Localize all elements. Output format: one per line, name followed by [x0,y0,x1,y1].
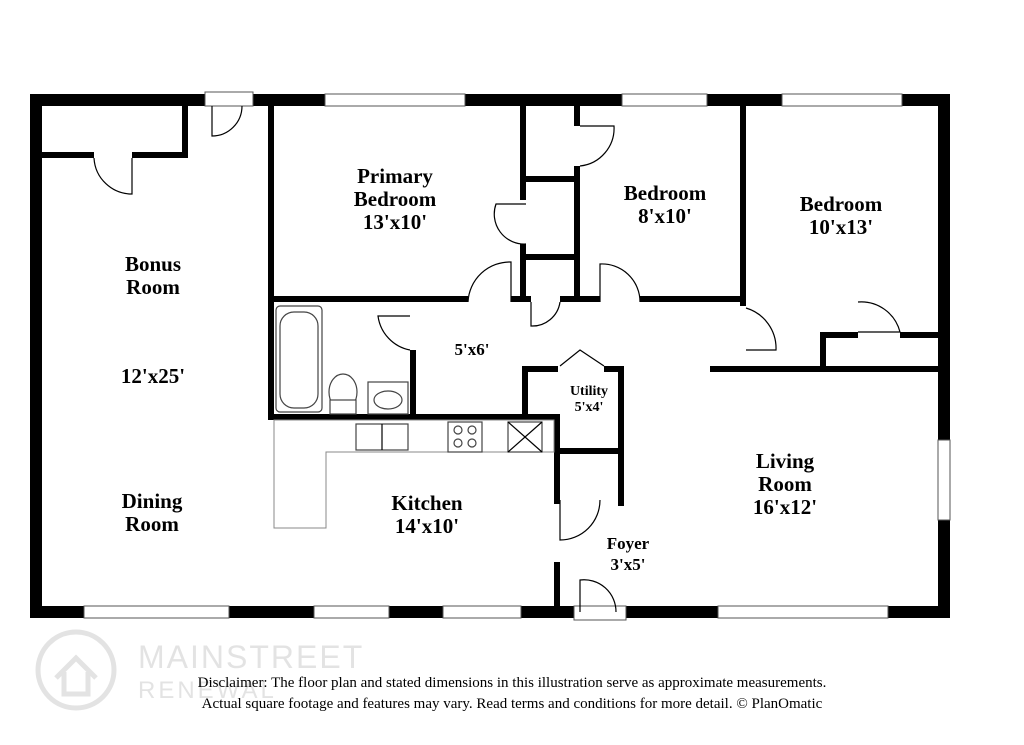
bonus-room-name-1: Bonus [124,252,182,276]
foyer-name: Foyer [606,534,650,553]
bed2-closet-door [580,126,614,166]
bonus-room-dims: 12'x25' [120,364,186,388]
bath-door [378,316,410,350]
disclaimer [0,673,1024,715]
hall-dims: 5'x6' [454,340,490,359]
utility-door [560,350,604,366]
kitchen-name: Kitchen [391,491,463,515]
primary-bedroom-name-1: Primary [357,164,433,188]
bedroom3-dims: 10'x13' [808,215,874,239]
bonus-entry-door [212,106,242,136]
disclaimer-line-2: Actual square footage and features may vary. Read terms and conditions for more detail. © PlanOmatic [201,696,823,712]
primary-closet-door [494,204,526,244]
bed3-door [746,308,776,350]
disclaimer-line-1: Disclaimer: The floor plan and stated dimensions in this illustration serve as approximate measurements. [197,675,827,691]
doors [94,106,900,612]
exterior-walls [30,94,950,618]
primary-bedroom-name-2: Bedroom [353,187,437,211]
hall-closet-door [531,302,560,326]
bonus-room-name-2: Room [126,275,180,299]
dining-room-name-2: Room [125,512,179,536]
foyer-dims: 3'x5' [610,555,646,574]
foyer-closet-door [560,500,600,540]
bedroom2-dims: 8'x10' [638,204,692,228]
living-room-dims: 16'x12' [752,495,818,519]
bedroom3-name: Bedroom [799,192,883,216]
bonus-closet-door [94,158,132,194]
dining-room-name-1: Dining [121,489,183,513]
interior-walls [42,106,938,612]
logo-brand-line1: MAINSTREET [138,639,365,675]
utility-name: Utility [569,384,609,399]
kitchen-dims: 14'x10' [394,514,460,538]
utility-dims: 5'x4' [574,400,604,415]
living-room-name-1: Living [755,449,815,473]
primary-door [468,262,511,302]
bed3-closet-door [858,302,900,332]
kitchen-range [448,422,482,452]
primary-bedroom-dims: 13'x10' [362,210,428,234]
bed2-door [600,264,640,302]
logo-brand-line2: RENEWAL [138,677,277,704]
bedroom2-name: Bedroom [623,181,707,205]
living-room-name-2: Room [758,472,812,496]
